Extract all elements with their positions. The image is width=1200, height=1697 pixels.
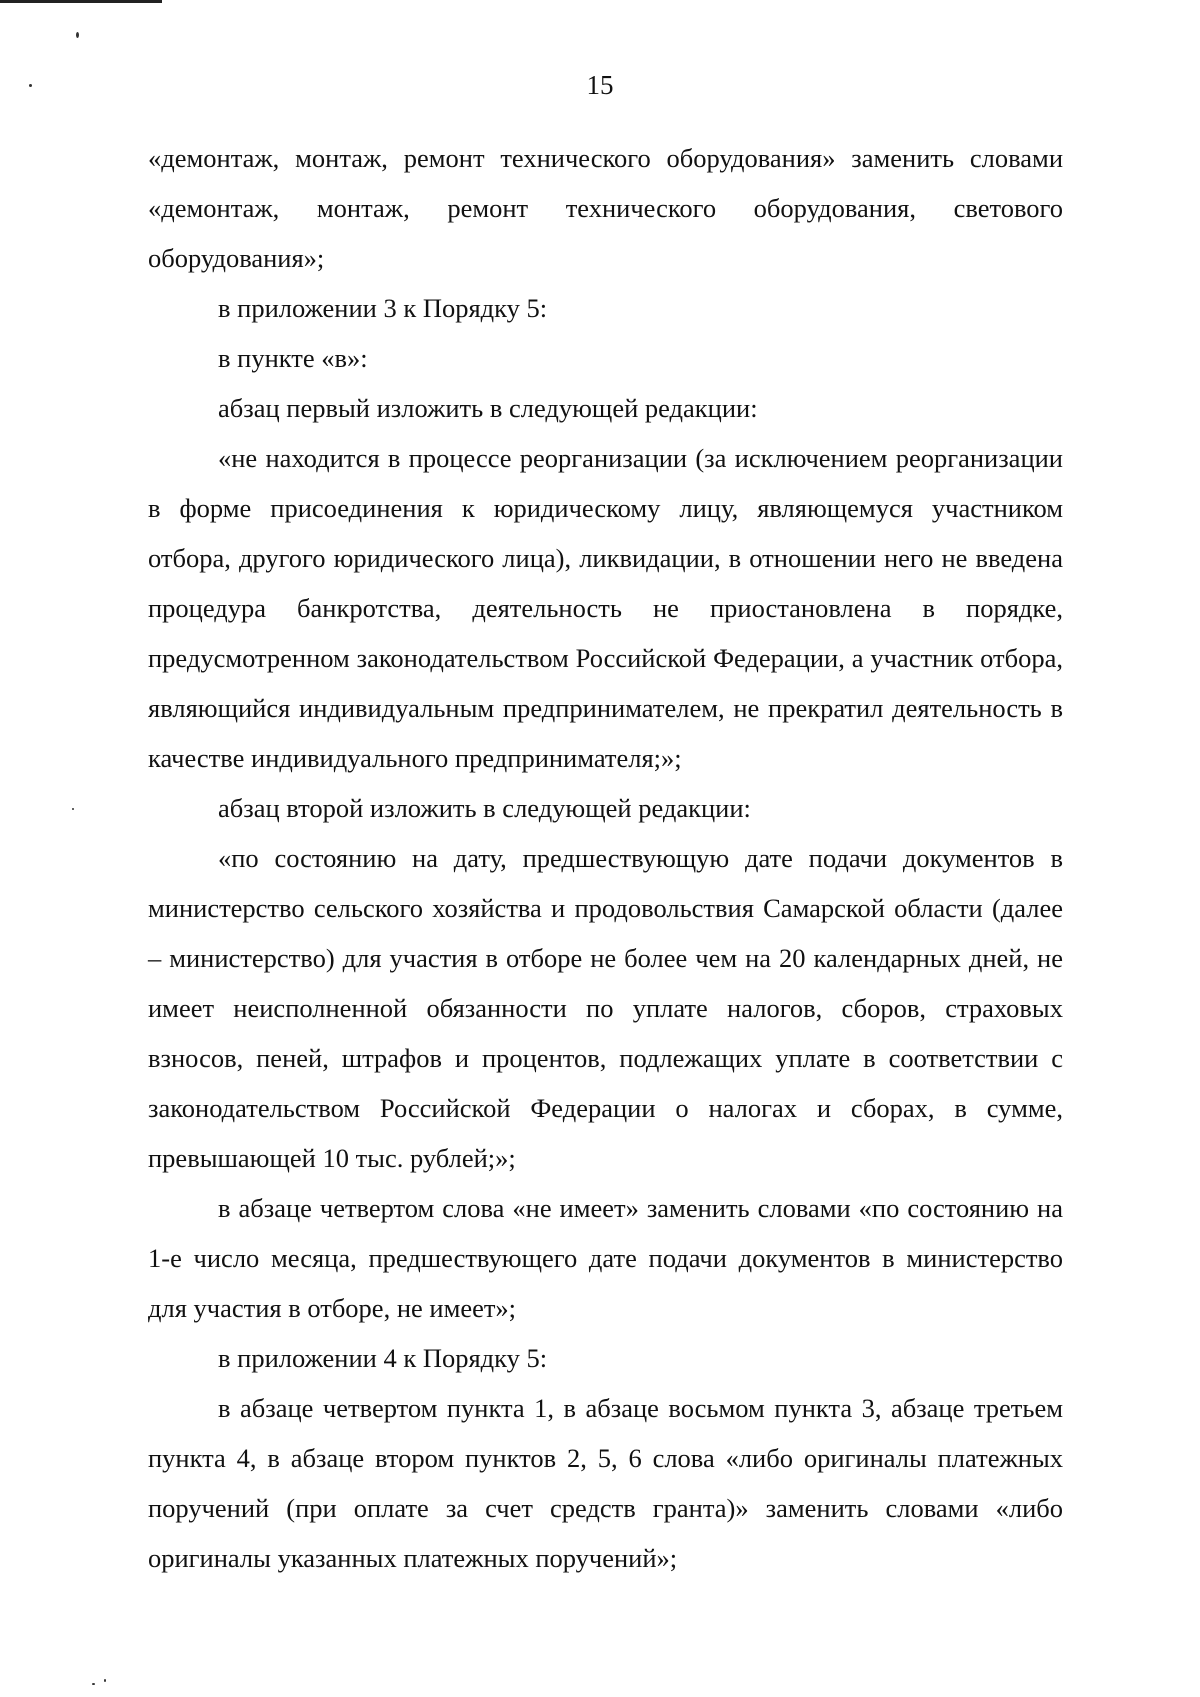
- paragraph: «не находится в процессе реорганизации (за исключением реорганизации в форме присоединения к юридическому лицу, являющемуся участником отбора, другого юридического лица), ликвидации, в отношении него не введена процедура банкротства, деятельность не приостановлена в порядке, предусмотренном законодательством Российской Федерации, а участник отбора, являющийся индивидуальным предпринимателем, не прекратил деятельность в качестве индивидуального предпринимателя;»;: [148, 443, 1063, 773]
- paragraph: в пункте «в»:: [218, 343, 368, 373]
- paragraph: «демонтаж, монтаж, ремонт технического оборудования» заменить словами «демонтаж, монтаж, ремонт технического оборудования, светового оборудования»;: [148, 143, 1063, 273]
- scan-speck: [92, 1683, 95, 1685]
- paragraph: «по состоянию на дату, предшествующую дате подачи документов в министерство сельского хозяйства и продовольствия Самарской области (далее – министерство) для участия в отборе не более чем на 20 календарных дней, не имеет неисполненной обязанности по уплате налогов, сборов, страховых взносов, пеней, штрафов и процентов, подлежащих уплате в соответствии с законодательством Российской Федерации о налогах и сборах, в сумме, превышающей 10 тыс. рублей;»;: [148, 843, 1063, 1173]
- paragraph: в абзаце четвертом слова «не имеет» заменить словами «по состоянию на 1-е число месяца, предшествующего дате подачи документов в министерство для участия в отборе, не имеет»;: [148, 1193, 1063, 1323]
- page-number: 15: [586, 70, 614, 100]
- scan-edge-line: [0, 0, 162, 3]
- scan-speck: [72, 808, 74, 810]
- scan-speck: [104, 1679, 106, 1682]
- paragraph: абзац первый изложить в следующей редакции:: [218, 393, 758, 423]
- paragraph: абзац второй изложить в следующей редакции:: [218, 793, 751, 823]
- paragraph: в абзаце четвертом пункта 1, в абзаце восьмом пункта 3, абзаце третьем пункта 4, в абзаце втором пунктов 2, 5, 6 слова «либо оригиналы платежных поручений (при оплате за счет средств гранта)» заменить словами «либо оригиналы указанных платежных поручений»;: [148, 1393, 1063, 1573]
- paragraph: в приложении 4 к Порядку 5:: [218, 1343, 548, 1373]
- paragraph: в приложении 3 к Порядку 5:: [218, 293, 548, 323]
- scan-speck: [76, 32, 79, 38]
- document-body: [148, 133, 1063, 1583]
